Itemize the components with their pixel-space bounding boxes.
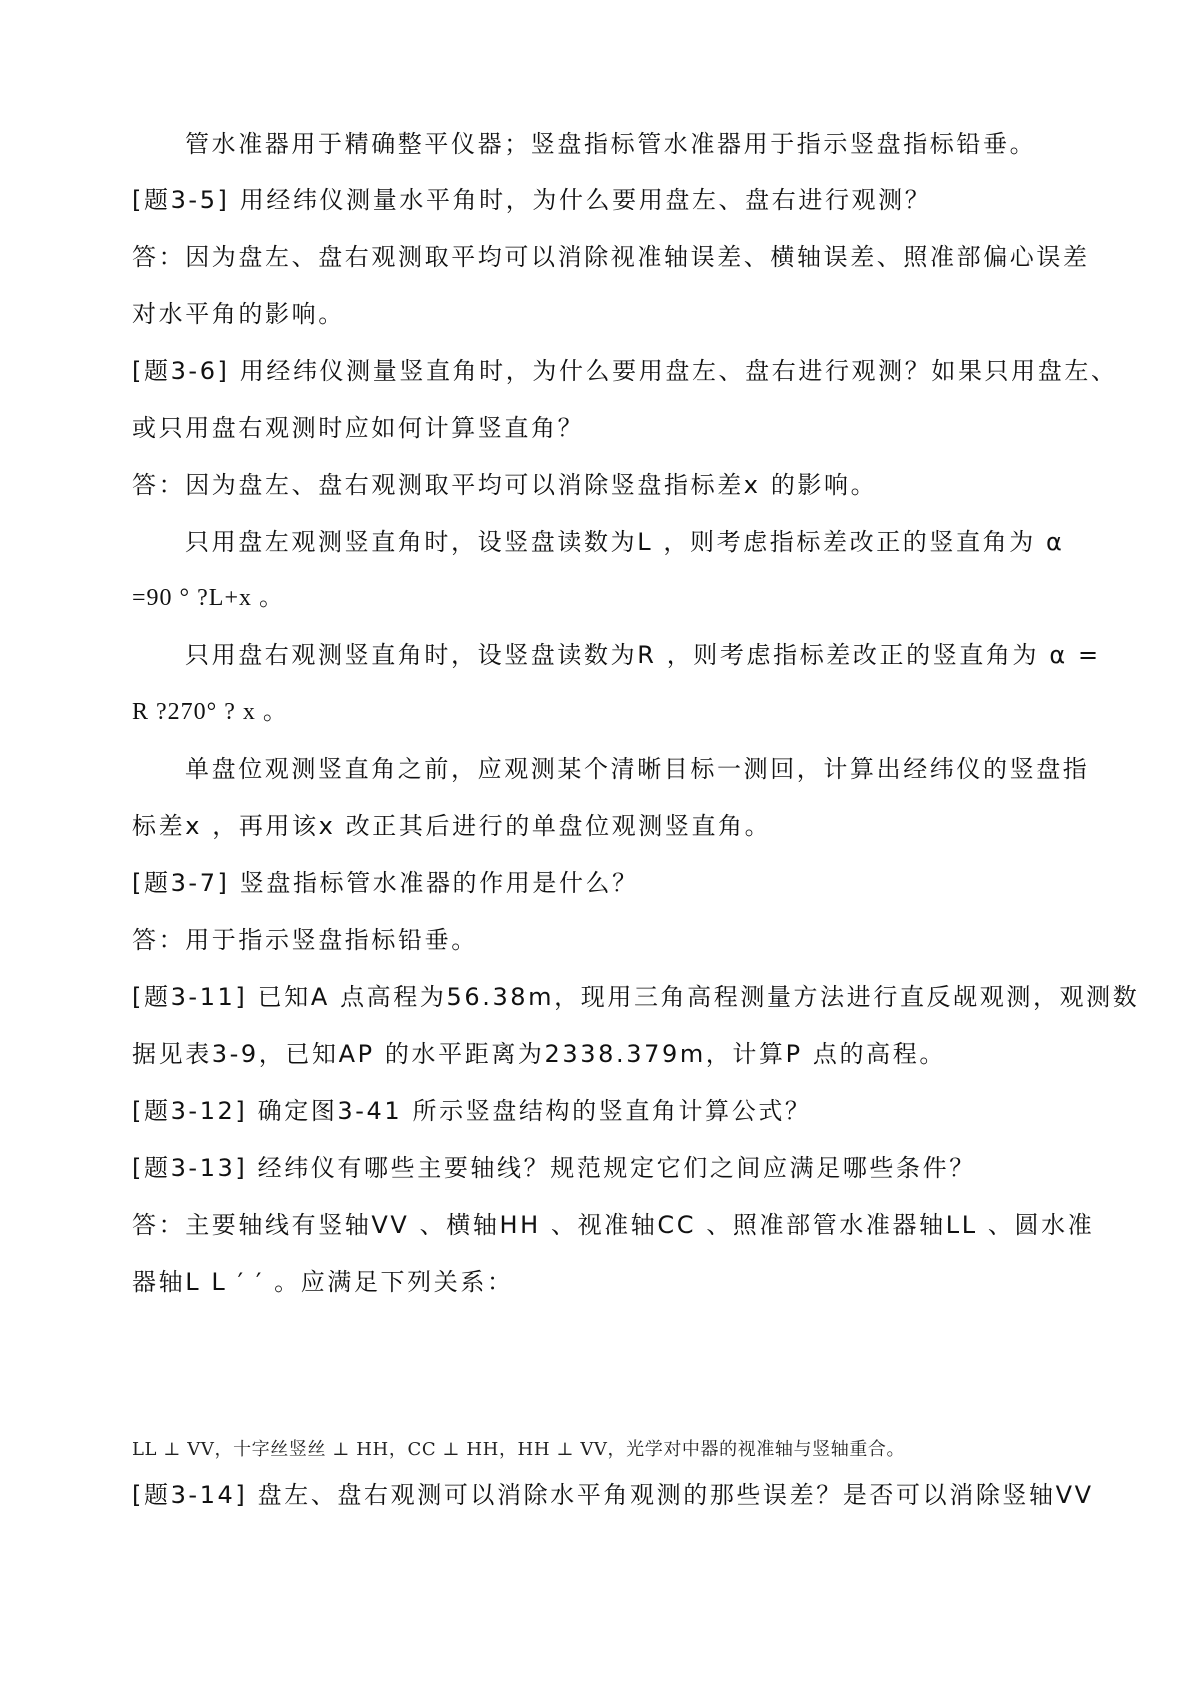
single-face-line-2: 标差x ，再用该x 改正其后进行的单盘位观测竖直角。 bbox=[132, 812, 772, 840]
single-face-line-1: 单盘位观测竖直角之前，应观测某个清晰目标一测回，计算出经纬仪的竖盘指 bbox=[185, 755, 1090, 783]
answer-3-6-left-face: 只用盘左观测竖直角时，设竖盘读数为L ，则考虑指标差改正的竖直角为 α bbox=[185, 528, 1065, 556]
answer-3-6-right-face: 只用盘右观测竖直角时，设竖盘读数为R ，则考虑指标差改正的竖直角为 α = bbox=[185, 641, 1101, 669]
left-face-formula: =90 ° ?L+x 。 bbox=[132, 585, 284, 611]
paragraph-line: 管水准器用于精确整平仪器；竖盘指标管水准器用于指示竖盘指标铅垂。 bbox=[185, 130, 1037, 158]
right-face-formula: R ?270° ? x 。 bbox=[132, 699, 288, 725]
question-3-13: [题3-13] 经纬仪有哪些主要轴线？规范规定它们之间应满足哪些条件？ bbox=[132, 1154, 976, 1182]
question-3-14: [题3-14] 盘左、盘右观测可以消除水平角观测的那些误差？是否可以消除竖轴VV bbox=[132, 1481, 1094, 1509]
answer-3-7: 答：用于指示竖盘指标铅垂。 bbox=[132, 926, 478, 954]
answer-3-13-line-1: 答：主要轴线有竖轴VV 、横轴HH 、视准轴CC 、照准部管水准器轴LL 、圆水准 bbox=[132, 1211, 1095, 1239]
answer-3-13-line-2: 器轴L L ′ ′ 。应满足下列关系： bbox=[132, 1268, 514, 1296]
axis-relations-formula: LL ⊥ VV，十字丝竖丝 ⊥ HH，CC ⊥ HH，HH ⊥ VV，光学对中器的视准轴与竖轴重合。 bbox=[132, 1439, 906, 1460]
question-3-6-line-1: [题3-6] 用经纬仪测量竖直角时，为什么要用盘左、盘右进行观测？如果只用盘左、 bbox=[132, 357, 1118, 385]
question-3-5: [题3-5] 用经纬仪测量水平角时，为什么要用盘左、盘右进行观测？ bbox=[132, 186, 932, 214]
question-3-12: [题3-12] 确定图3-41 所示竖盘结构的竖直角计算公式？ bbox=[132, 1097, 812, 1125]
answer-3-6-line-1: 答：因为盘左、盘右观测取平均可以消除竖盘指标差x 的影响。 bbox=[132, 471, 878, 499]
question-3-11-line-1: [题3-11] 已知A 点高程为56.38m，现用三角高程测量方法进行直反觇观测，观测数 bbox=[132, 983, 1140, 1011]
answer-3-5-line-2: 对水平角的影响。 bbox=[132, 300, 345, 328]
question-3-7: [题3-7] 竖盘指标管水准器的作用是什么？ bbox=[132, 869, 639, 897]
question-3-6-line-2: 或只用盘右观测时应如何计算竖直角？ bbox=[132, 414, 585, 442]
question-3-11-line-2: 据见表3-9，已知AP 的水平距离为2338.379m，计算P 点的高程。 bbox=[132, 1040, 946, 1068]
answer-3-5-line-1: 答：因为盘左、盘右观测取平均可以消除视准轴误差、横轴误差、照准部偏心误差 bbox=[132, 243, 1090, 271]
